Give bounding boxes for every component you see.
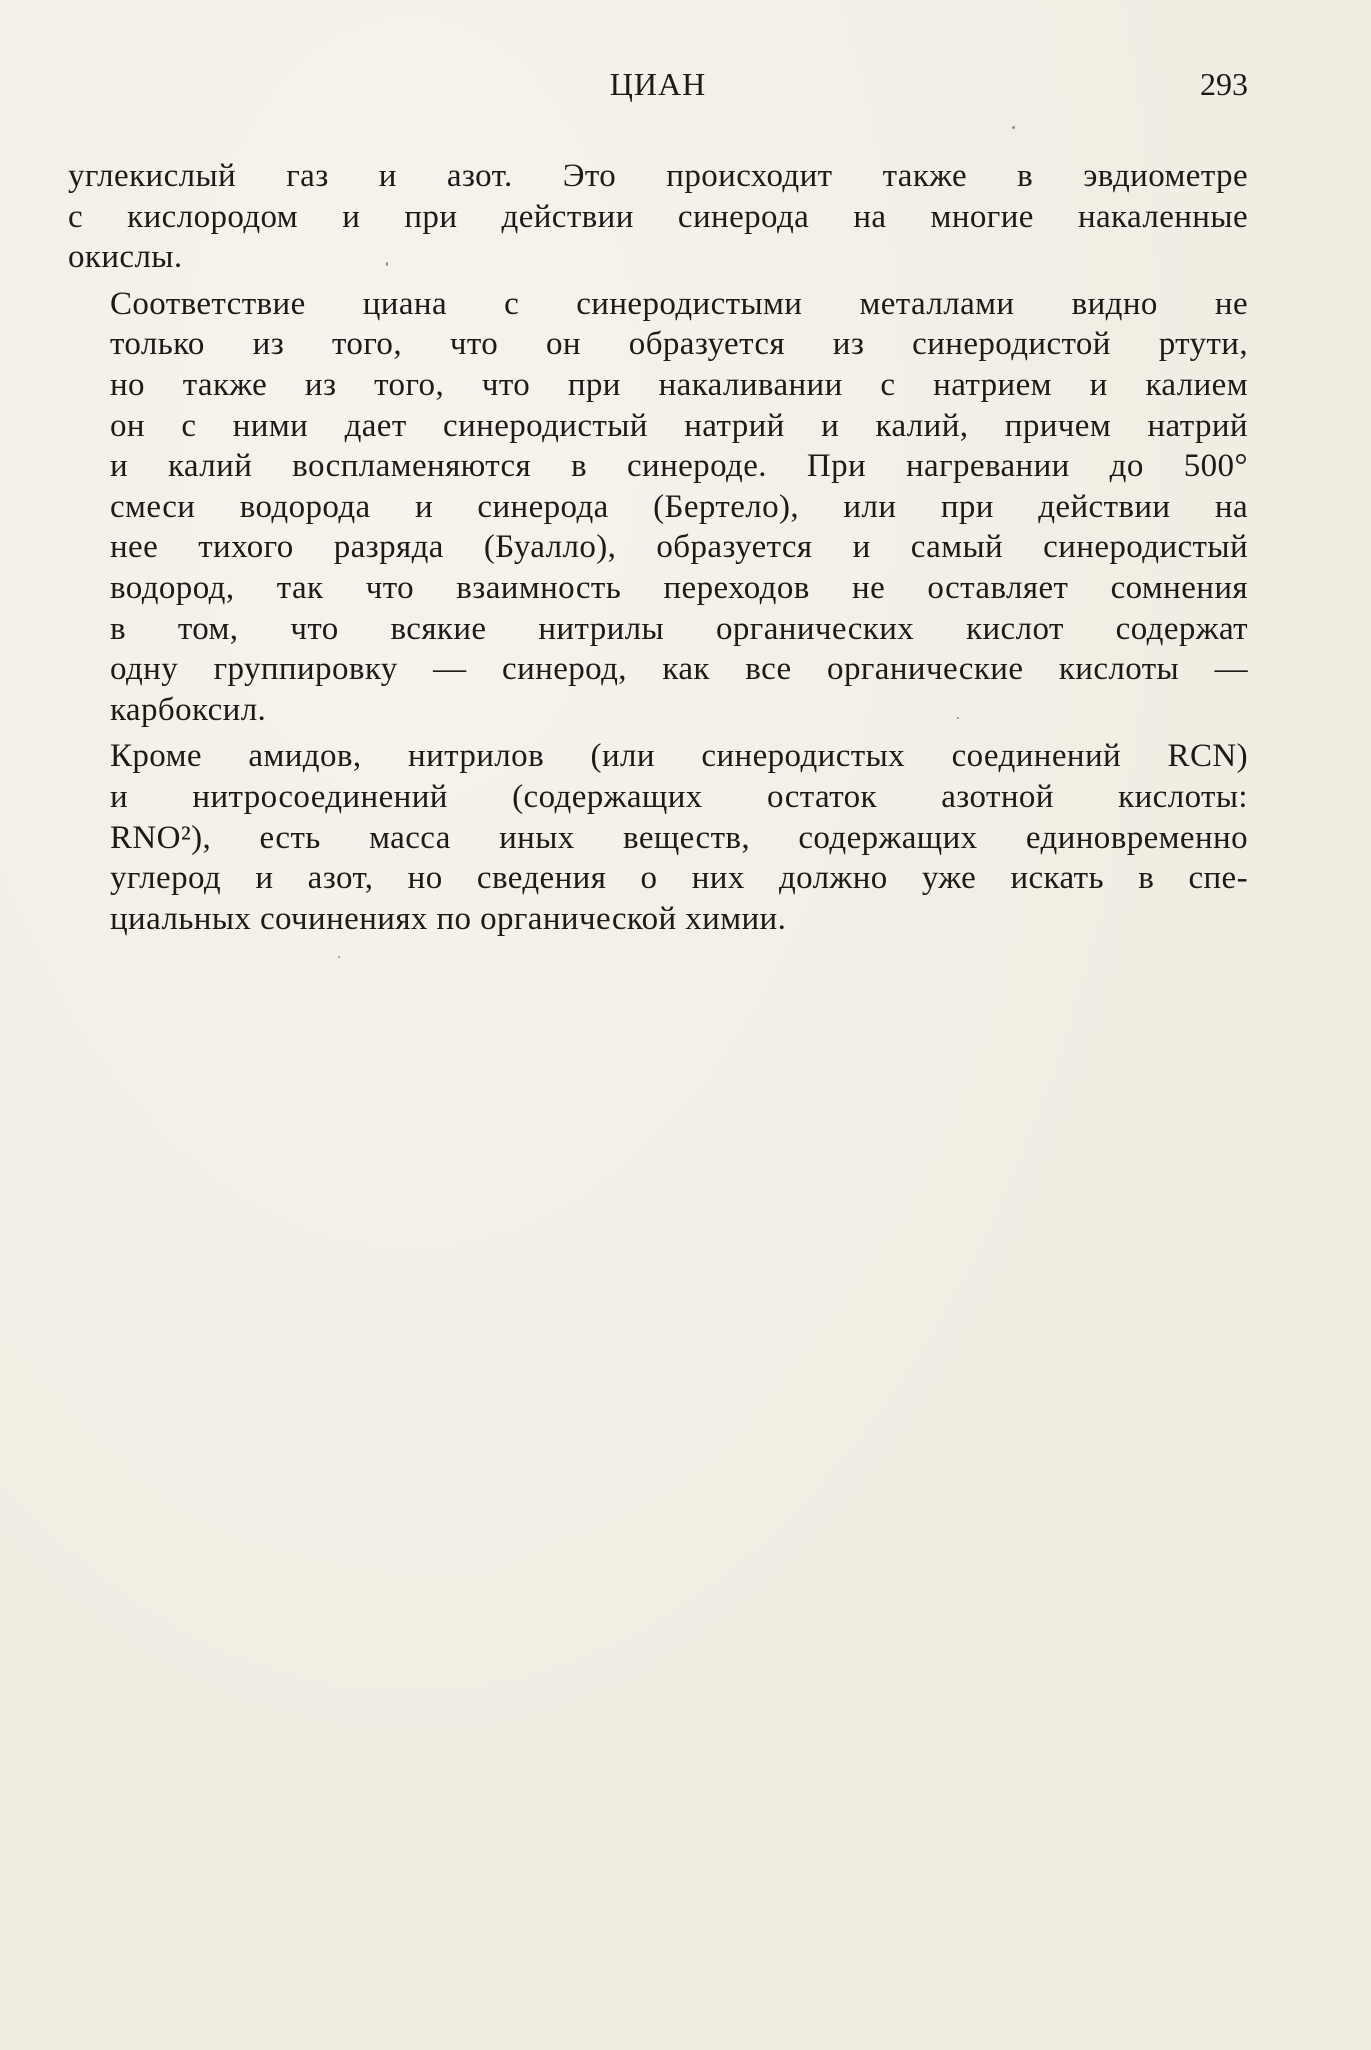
text-line: окислы.	[68, 239, 183, 276]
text-line: нее тихого разряда (Буалло), образуется и самый синеродистый	[110, 529, 1248, 566]
text-line: циальных сочинениях по органической химии.	[110, 900, 787, 937]
running-title: ЦИАН	[609, 66, 707, 102]
text-line: только из того, что он образуется из синеродистой ртути,	[110, 326, 1248, 363]
paragraph-3	[68, 736, 1248, 939]
text-line: в том, что всякие нитрилы органических кислот содержат	[110, 610, 1248, 647]
paper-speck	[957, 717, 959, 719]
text-line: RNO²), есть масса иных веществ, содержащих единовременно	[110, 819, 1248, 856]
text-line: смеси водорода и синерода (Бертело), или при действии на	[110, 488, 1248, 525]
text-line: и нитросоединений (содержащих остаток азотной кислоты:	[110, 778, 1248, 815]
page-header	[68, 66, 1248, 116]
paragraph-2	[68, 284, 1248, 731]
text-line: Кроме амидов, нитрилов (или синеродистых соединений RCN)	[110, 738, 1248, 775]
page-number: 293	[1200, 66, 1248, 102]
paper-speck	[338, 956, 340, 958]
paragraph-1	[68, 156, 1248, 278]
text-line: одну группировку — синерод, как все органические кислоты —	[110, 651, 1248, 688]
text-line: но также из того, что при накаливании с натрием и калием	[110, 366, 1248, 403]
body-text	[68, 156, 1248, 939]
text-line: углекислый газ и азот. Это происходит также в эвдиометре	[68, 158, 1248, 194]
text-line: с кислородом и при действии синерода на многие накаленные	[68, 198, 1248, 235]
text-line: он с ними дает синеродистый натрий и калий, причем натрий	[110, 407, 1248, 444]
paper-speck	[1012, 126, 1015, 129]
text-line: водород, так что взаимность переходов не оставляет сомнения	[110, 569, 1248, 606]
text-line: карбоксил.	[110, 691, 267, 728]
text-line: и калий воспламеняются в синероде. При нагревании до 500°	[110, 448, 1248, 485]
paper-speck	[386, 262, 388, 266]
text-line: Соответствие циана с синеродистыми металлами видно не	[110, 285, 1248, 322]
text-line: углерод и азот, но сведения о них должно уже искать в спе-	[110, 860, 1248, 897]
